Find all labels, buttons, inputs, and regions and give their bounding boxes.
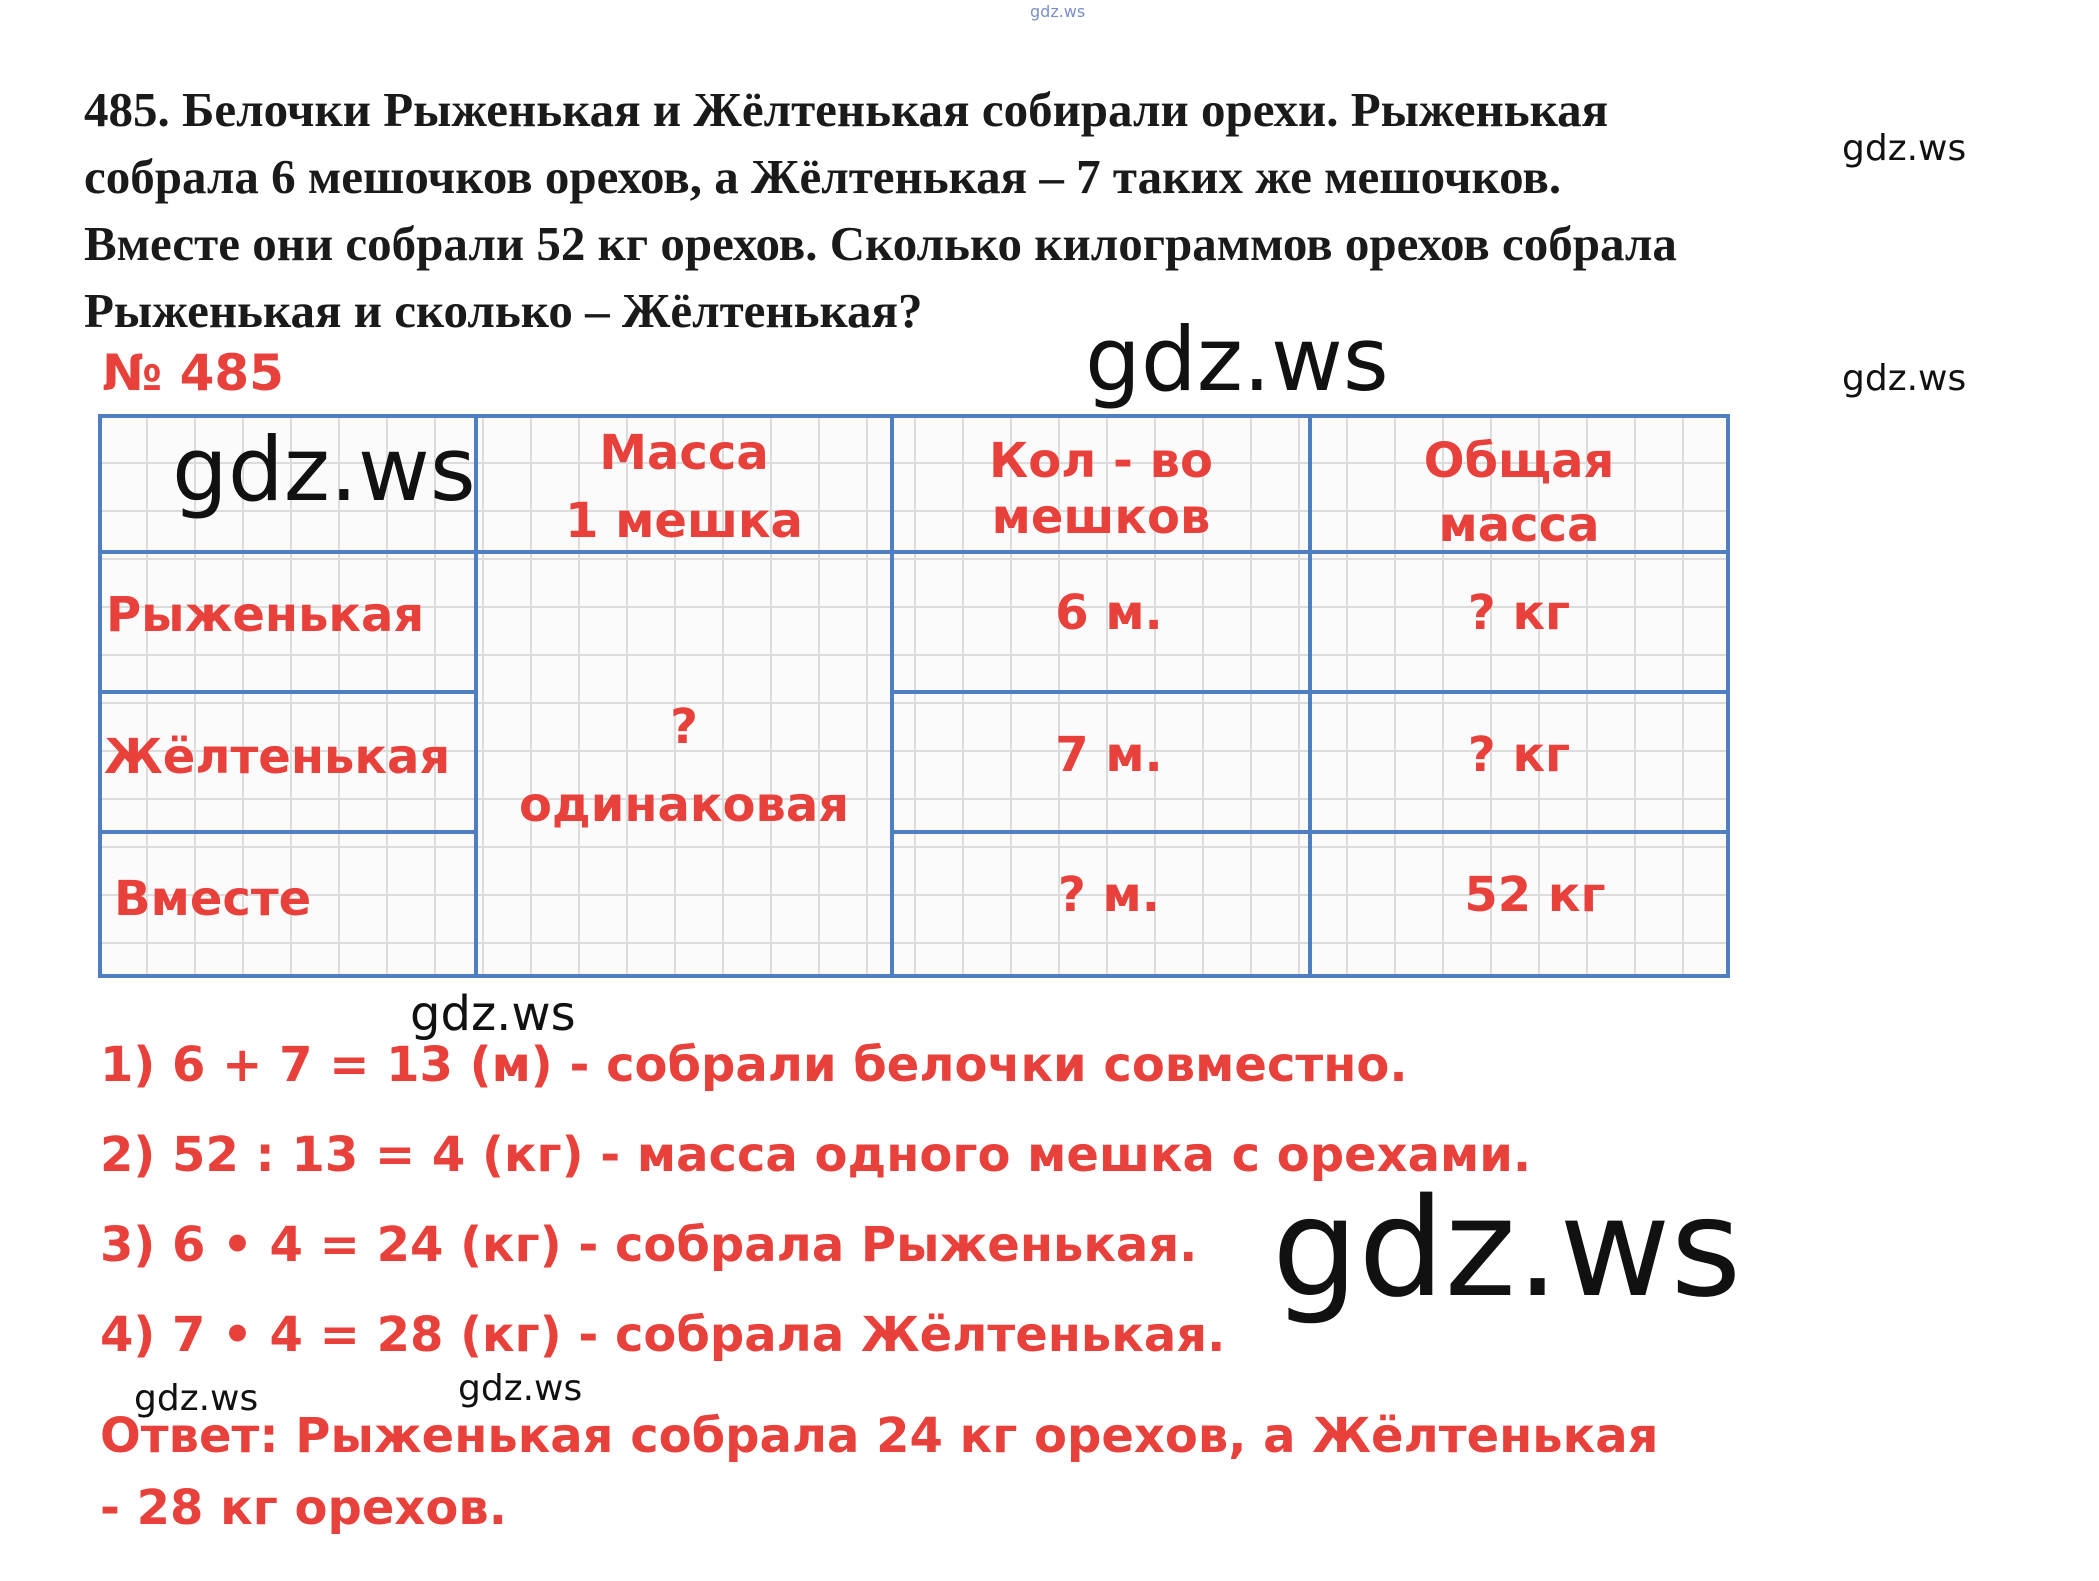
- total-together: 52 кг: [1464, 867, 1606, 923]
- problem-line: 485. Белочки Рыженькая и Жёлтенькая собирали орехи. Рыженькая: [84, 82, 1609, 137]
- watermark-center: gdz.ws: [1085, 308, 1389, 411]
- watermark-bottom-left: gdz.ws: [134, 1378, 259, 1419]
- answer-text: [100, 1400, 1658, 1544]
- mass-same: одинаковая: [518, 777, 850, 833]
- answer-line: Ответ: Рыженькая собрала 24 кг орехов, а Жёлтенькая: [100, 1408, 1659, 1464]
- watermark-bottom-mid: gdz.ws: [458, 1368, 583, 1409]
- header-total-line2: масса: [1438, 497, 1600, 553]
- solution-step: 2) 52 : 13 = 4 (кг) - масса одного мешка с орехами.: [100, 1127, 1532, 1183]
- header-total-line1: Общая: [1423, 433, 1615, 489]
- total-ryzhenkaya: ? кг: [1467, 585, 1571, 641]
- watermark-top: gdz.ws: [1030, 2, 1086, 21]
- solution-step: 3) 6 • 4 = 24 (кг) - собрала Рыженькая.: [100, 1217, 1198, 1273]
- watermark-below-table: gdz.ws: [410, 986, 576, 1042]
- watermark-table: gdz.ws: [172, 418, 476, 521]
- problem-line: собрала 6 мешочков орехов, а Жёлтенькая – 7 таких же мешочков.: [84, 149, 1562, 204]
- count-together: ? м.: [1057, 867, 1161, 923]
- solution-step: 4) 7 • 4 = 28 (кг) - собрала Жёлтенькая.: [100, 1307, 1226, 1363]
- header-mass-line1: Масса: [599, 425, 769, 481]
- row-name-ryzhenkaya: Рыженькая: [106, 587, 425, 643]
- mass-question: ?: [670, 699, 698, 755]
- count-zheltenkaya: 7 м.: [1055, 727, 1163, 783]
- total-zheltenkaya: ? кг: [1467, 727, 1571, 783]
- answer-line: - 28 кг орехов.: [100, 1480, 507, 1536]
- watermark-large: gdz.ws: [1272, 1170, 1742, 1328]
- exercise-number: № 485: [102, 344, 284, 402]
- table-mass-merged-cell: [474, 550, 894, 978]
- watermark-right-2: gdz.ws: [1842, 358, 1967, 399]
- problem-line: Рыженькая и сколько – Жёлтенькая?: [84, 283, 923, 338]
- row-name-zheltenkaya: Жёлтенькая: [104, 729, 451, 785]
- header-mass-line2: 1 мешка: [565, 493, 803, 549]
- header-count-line2: мешков: [991, 489, 1211, 545]
- problem-line: Вместе они собрали 52 кг орехов. Сколько килограммов орехов собрала: [84, 216, 1677, 271]
- problem-text: [84, 76, 2044, 344]
- count-ryzhenkaya: 6 м.: [1055, 585, 1163, 641]
- watermark-right-1: gdz.ws: [1842, 128, 1967, 169]
- row-name-together: Вместе: [114, 871, 312, 927]
- header-count-line1: Кол - во: [988, 433, 1214, 489]
- solution-step: 1) 6 + 7 = 13 (м) - собрали белочки совместно.: [100, 1037, 1408, 1093]
